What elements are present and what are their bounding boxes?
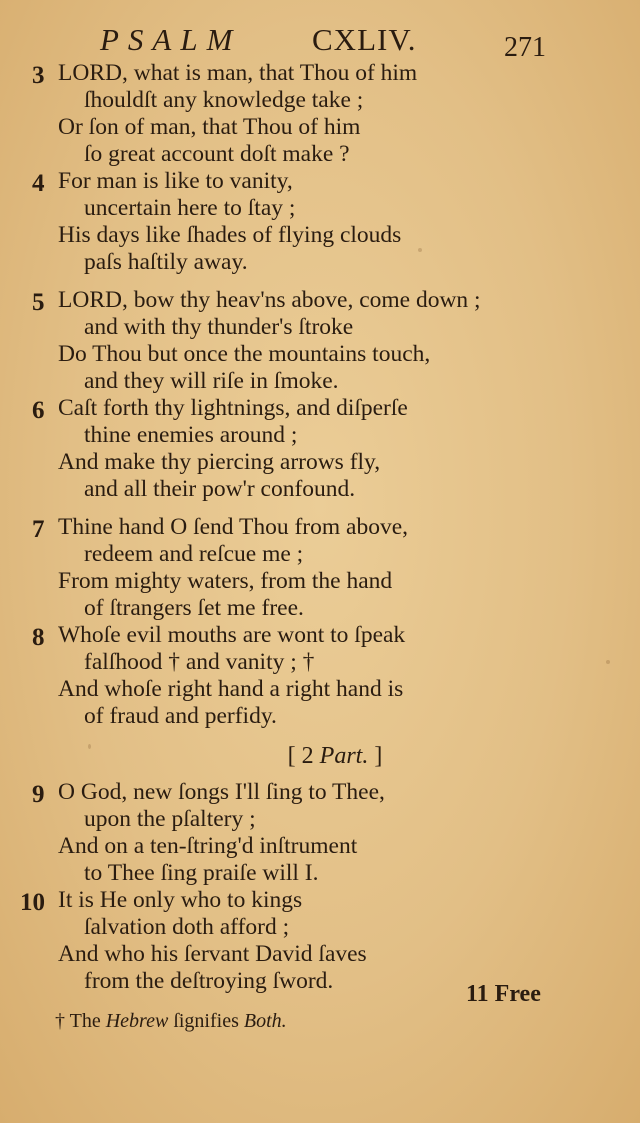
part-bracket-open: [ 2 — [287, 743, 314, 769]
dagger-mark: † — [55, 1010, 65, 1032]
verse-line: From mighty waters, from the hand — [58, 568, 393, 594]
verse — [0, 779, 640, 887]
footnote-text: The — [69, 1010, 101, 1032]
verse-line: of fraud and perfidy. — [84, 703, 277, 729]
verse-line: For man is like to vanity, — [58, 168, 293, 194]
verse-line: And who his ſervant David ſaves — [58, 941, 367, 967]
verse — [0, 514, 640, 622]
running-head — [0, 18, 640, 63]
verse-line: uncertain here to ſtay ; — [84, 195, 296, 221]
verse-line: Caſt forth thy lightnings, and diſperſe — [58, 395, 408, 421]
verse-line: upon the pſaltery ; — [84, 806, 256, 832]
verse-line: ſo great account doſt make ? — [84, 141, 350, 167]
verse-line: ſalvation doth afford ; — [84, 914, 290, 940]
verse-number: 5 — [32, 289, 45, 316]
footnote — [55, 1010, 287, 1033]
page-number: 271 — [504, 32, 546, 63]
verse-line: It is He only who to kings — [58, 887, 303, 913]
verse-line: ſhouldſt any knowledge take ; — [84, 87, 364, 113]
verse-line: to Thee ſing praiſe will I. — [84, 860, 319, 886]
part-bracket-close: ] — [374, 743, 383, 769]
verse-line: And whoſe right hand a right hand is — [58, 676, 404, 702]
verse-line: Do Thou but once the mountains touch, — [58, 341, 431, 367]
paper-spot — [418, 248, 422, 252]
verse-number: 9 — [32, 781, 45, 808]
verse-line: Thine hand O ſend Thou from above, — [58, 514, 409, 540]
verse-line: His days like ſhades of flying clouds — [58, 222, 402, 248]
verse-line: thine enemies around ; — [84, 422, 298, 448]
footnote-italic-end: Both. — [243, 1010, 287, 1032]
verse-number: 6 — [32, 397, 45, 424]
verse — [0, 622, 640, 730]
footnote-text: ſignifies — [173, 1010, 239, 1032]
catchword: 11 Free — [466, 981, 541, 1007]
paper-spot — [606, 660, 610, 664]
verse — [0, 395, 640, 503]
verse-line: paſs haſtily away. — [84, 249, 248, 275]
verse — [0, 887, 640, 995]
verse-number: 7 — [32, 516, 45, 543]
footnote-italic-word: Hebrew — [105, 1010, 169, 1032]
psalm-number: CXLIV. — [312, 22, 417, 57]
psalm-title: PSALM — [100, 22, 242, 57]
verse-number: 3 — [32, 62, 45, 89]
psalm-text — [0, 60, 640, 995]
verse-line: redeem and reſcue me ; — [84, 541, 304, 567]
verse-line: And make thy piercing arrows fly, — [58, 449, 381, 475]
verse-line: and with thy thunder's ſtroke — [84, 314, 354, 340]
part-heading — [0, 741, 640, 771]
verse-line: O God, new ſongs I'll ſing to Thee, — [58, 779, 385, 805]
verse-line: LORD, what is man, that Thou of him — [58, 60, 418, 86]
verse-number: 10 — [20, 889, 45, 916]
verse-line: from the deſtroying ſword. — [84, 968, 334, 994]
verse-number: 4 — [32, 170, 45, 197]
verse-line: of ſtrangers ſet me free. — [84, 595, 304, 621]
verse-line: Or ſon of man, that Thou of him — [58, 114, 361, 140]
verse-line: And on a ten-ſtring'd inſtrument — [58, 833, 358, 859]
verse-line: falſhood † and vanity ; † — [84, 649, 315, 675]
verse-number: 8 — [32, 624, 45, 651]
verse — [0, 168, 640, 276]
verse-line: and they will riſe in ſmoke. — [84, 368, 339, 394]
verse-line: LORD, bow thy heav'ns above, come down ; — [58, 287, 481, 313]
verse-line: Whoſe evil mouths are wont to ſpeak — [58, 622, 406, 648]
verse — [0, 60, 640, 168]
paper-spot — [88, 744, 91, 749]
verse — [0, 287, 640, 395]
part-label: Part. — [319, 743, 369, 769]
verse-line: and all their pow'r confound. — [84, 476, 356, 502]
